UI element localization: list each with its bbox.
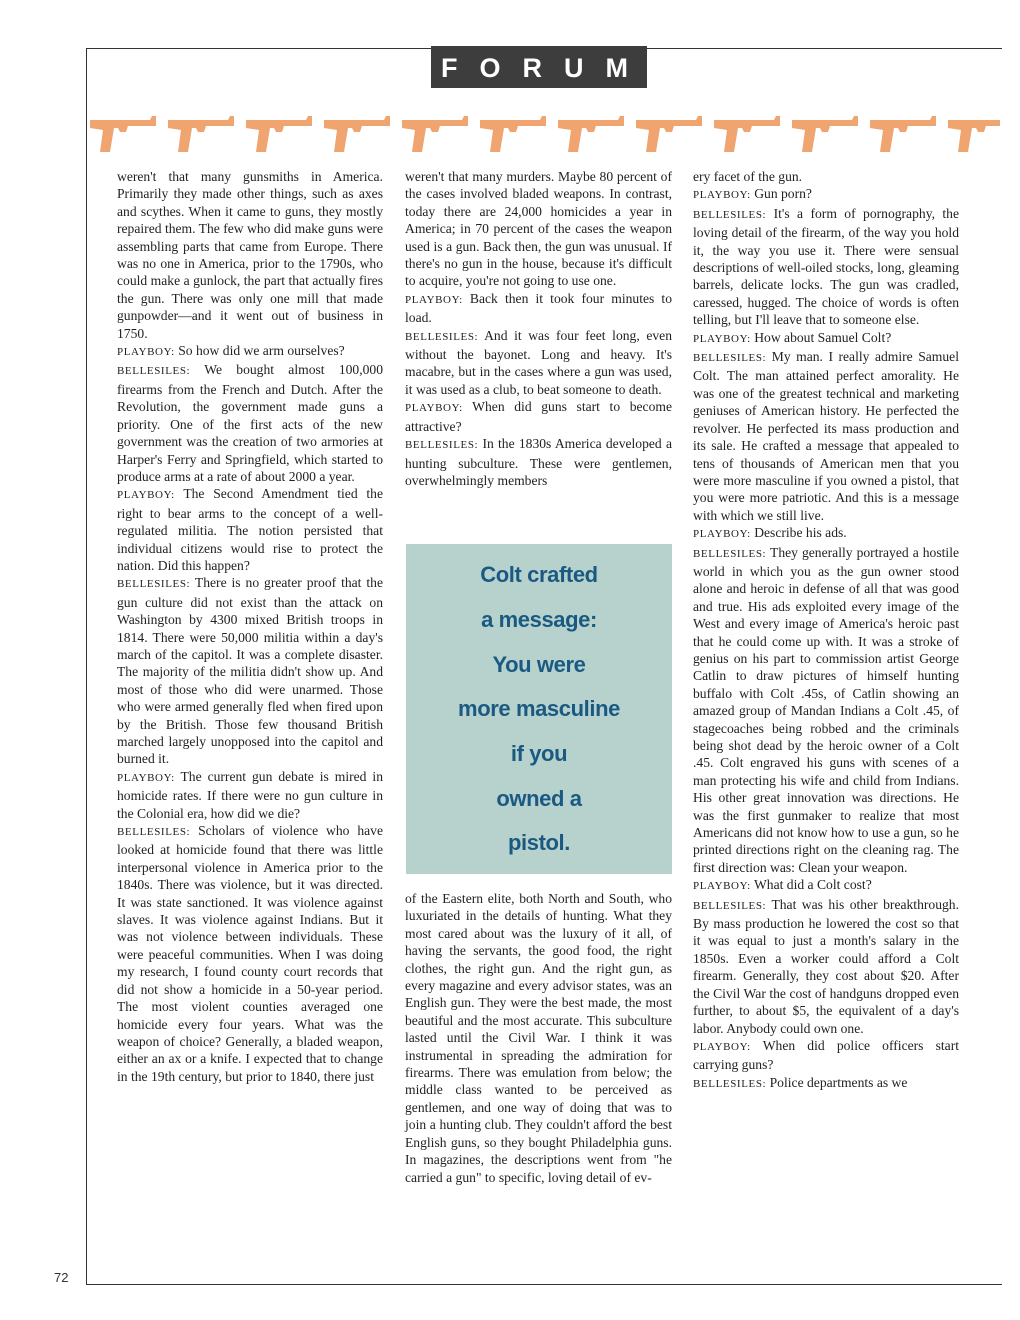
speaker-label: BELLESILES: <box>405 439 479 452</box>
speaker-label: PLAYBOY: <box>693 332 751 345</box>
pull-quote-line: owned a <box>496 786 582 811</box>
article-paragraph <box>117 342 383 361</box>
paragraph-text: The Second Amendment tied the right to bear arms to the concept of a well-regulated militia. The notion persisted that individual citizens would rise to protect the nation. Did this happen? <box>117 486 384 573</box>
pistol-icon <box>558 116 624 152</box>
speaker-label: BELLESILES: <box>693 899 767 912</box>
article-paragraph <box>693 185 959 204</box>
paragraph-text: How about Samuel Colt? <box>754 329 892 345</box>
speaker-label: PLAYBOY: <box>693 1040 751 1053</box>
speaker-label: BELLESILES: <box>693 547 767 560</box>
paragraph-text: So how did we arm ourselves? <box>178 343 345 359</box>
pistol-icon <box>870 116 936 152</box>
article-paragraph <box>693 329 959 348</box>
pull-quote-line: You were <box>492 652 586 677</box>
article-paragraph <box>117 361 383 485</box>
article-paragraph <box>693 1074 959 1093</box>
speaker-label: PLAYBOY: <box>405 402 463 415</box>
speaker-label: BELLESILES: <box>117 578 191 591</box>
gun-pattern-band <box>88 112 1000 158</box>
article-column-2-bottom <box>405 890 672 1186</box>
paragraph-text: weren't that many murders. Maybe 80 percent of the cases involved bladed weapons. In contrast, today there are 24,000 homicides a year in America; in 70 percent of the cases the weapon used is a gun. Back then, the gun was unusual. If there's no gun in the house, because it's difficult to acquire, you're not going to use one. <box>405 169 672 289</box>
paragraph-text: Back then it took four minutes to load. <box>405 290 672 326</box>
speaker-label: BELLESILES: <box>117 365 191 378</box>
article-paragraph <box>117 168 383 342</box>
article-paragraph <box>117 574 383 767</box>
article-paragraph <box>405 398 672 435</box>
speaker-label: BELLESILES: <box>693 352 767 365</box>
paragraph-text: ery facet of the gun. <box>693 169 803 184</box>
paragraph-text: My man. I really admire Samuel Colt. The man attained perfect amorality. He was one of the greatest technical and marketing geniuses of American history. He perfected the revolver. He perfected its mass production and its sale. He crafted a message that appealed to tens of thousands of American men that you were more masculine if you owned a pistol, that you were more patriotic. And this is a message with which we still live. <box>693 349 959 523</box>
article-paragraph <box>693 524 959 543</box>
section-header-forum: FORUM <box>431 46 647 88</box>
speaker-label: BELLESILES: <box>693 208 767 221</box>
article-column-2-top <box>405 168 672 489</box>
speaker-label: BELLESILES: <box>693 1077 767 1090</box>
article-paragraph <box>405 435 672 489</box>
pistol-icon <box>246 116 312 152</box>
speaker-label: PLAYBOY: <box>117 346 175 359</box>
paragraph-text: What did a Colt cost? <box>753 877 872 893</box>
paragraph-text: The current gun debate is mired in homicide rates. If there were no gun culture in the Colonial era, how did we die? <box>117 768 383 821</box>
speaker-label: PLAYBOY: <box>693 880 751 893</box>
page-frame-bottom-rule <box>86 1284 1002 1285</box>
article-paragraph <box>693 1037 959 1074</box>
pistol-icon <box>90 116 156 152</box>
pull-quote-line: more masculine <box>458 696 620 721</box>
pistol-icon <box>402 116 468 152</box>
article-paragraph <box>117 822 383 1085</box>
article-paragraph <box>405 890 672 1186</box>
pistol-icon <box>792 116 858 152</box>
paragraph-text: When did guns start to become attractive? <box>405 399 672 434</box>
article-paragraph <box>693 168 959 185</box>
pull-quote-line: if you <box>510 741 568 766</box>
paragraph-text: And it was four feet long, even without the bayonet. Long and heavy. It's macabre, but in the cases where a gun was used, it was used as a club, to beat someone to death. <box>405 327 672 397</box>
pistol-icon <box>948 116 1000 152</box>
paragraph-text: Gun porn? <box>754 186 812 202</box>
article-paragraph <box>693 896 959 1037</box>
article-paragraph <box>117 768 383 822</box>
pull-quote-line: Colt crafted <box>480 562 598 587</box>
article-paragraph <box>117 485 383 574</box>
paragraph-text: That was his other breakthrough. By mass production he lowered the cost so that it was equal to just a month's salary in the 1850s. Even a worker could afford a Colt firearm. Generally, they cost about $20. After the Civil War the cost of handguns dropped even further, to about $5, the equivalent of a day's labor. Anybody could own one. <box>693 896 959 1036</box>
article-paragraph <box>405 168 672 290</box>
article-column-3 <box>693 168 959 1093</box>
article-paragraph <box>693 348 959 524</box>
paragraph-text: There is no greater proof that the gun culture did not exist than the attack on Washington by 4300 mixed British troops in 1814. There were 50,000 militia within a day's march of the capitol. It was a complete disaster. The majority of the militia didn't show up. And most of those who did were unarmed. Those who were armed generally fled when fired upon by the British. Those few thousand British marched largely unopposed into the capitol and burned it. <box>117 575 383 767</box>
article-paragraph <box>693 205 959 329</box>
speaker-label: PLAYBOY: <box>693 528 751 541</box>
article-paragraph <box>405 327 672 399</box>
page-number: 72 <box>54 1270 69 1285</box>
speaker-label: BELLESILES: <box>405 330 479 343</box>
speaker-label: PLAYBOY: <box>117 771 175 784</box>
article-paragraph <box>405 290 672 327</box>
pistol-icon <box>324 116 390 152</box>
pull-quote-line: a message: <box>481 607 597 632</box>
page-frame-left-rule <box>86 48 87 1284</box>
pistol-icon <box>714 116 780 152</box>
paragraph-text: We bought almost 100,000 firearms from the French and Dutch. After the Revolution, the government made guns a priority. One of the first acts of the new government was the creation of two armories at Harper's Ferry and Springfield, which started to produce arms at a rate of about 2000 a year. <box>117 362 383 484</box>
article-paragraph <box>693 544 959 877</box>
paragraph-text: Scholars of violence who have looked at homicide found that there was little interpersonal violence in America prior to the 1840s. There was violence, but it was directed. It was state sanctioned. It was violence against slaves. It was violence against Indians. But it was not violence between individuals. These were peaceful communities. When I was doing my research, I found county court records that did not show a homicide in a 50-year period. The most violent counties averaged one homicide every four years. What was the weapon of choice? Generally, a bladed weapon, either an ax or a knife. I expected that to change in the 19th century, but prior to 1840, there just <box>117 823 383 1084</box>
pull-quote-line: pistol. <box>508 830 570 855</box>
pistol-icon <box>636 116 702 152</box>
speaker-label: BELLESILES: <box>117 826 191 839</box>
paragraph-text: of the Eastern elite, both North and South, who luxuriated in the details of hunting. What they most cared about was the luxury of it all, of having the servants, the good food, the right clothes, the right gun. And the right gun, as every magazine and every advisor states, was an English gun. They were the best made, the most beautiful and the most accurate. This subculture lasted until the Civil War. I think it was instrumental in spreading the admiration for firearms. There was emulation from below; the middle class wanted to be perceived as gentlemen, and one way of doing that was to join a hunting club. They couldn't afford the best English guns, so they bought Philadelphia guns. In magazines, the descriptions went from "he carried a gun" to specific, loving detail of ev- <box>405 891 672 1185</box>
pistol-icon <box>168 116 234 152</box>
pistol-icon <box>480 116 546 152</box>
article-column-1 <box>117 168 383 1085</box>
pull-quote-box <box>406 544 672 874</box>
paragraph-text: Police departments as we <box>769 1074 908 1090</box>
speaker-label: PLAYBOY: <box>405 293 463 306</box>
paragraph-text: It's a form of pornography, the loving detail of the firearm, of the way you hold it, the way you use it. There were sensual descriptions of well-oiled stocks, long, gleaming barrels, delicate locks. The gun was cradled, caressed, hugged. The choice of words is often telling, but I'll leave that to someone else. <box>693 205 960 328</box>
paragraph-text: They generally portrayed a hostile world in which you as the gun owner stood alone and heroic in defense of all that was good and true. His ads exploited every image of the West and every image of America's heroic past that he could come up with. It was a stroke of genius on his part to commission artist George Catlin to draw pictures of himself hunting buffalo with Colt .45s, of Catlin showing an amazed group of Mandan Indians a Colt .45, of stagecoaches being robbed and the criminals being shot dead by the heroic owner of a Colt .45. Colt engraved his guns with scenes of a man protecting his wife and child from Indians. His other great innovation was directions. He was the first gunmaker to realize that most Americans did not know how to use a gun, so he printed directions right on the cleaning rag. The first direction was: Clean your weapon. <box>693 544 960 875</box>
paragraph-text: When did police officers start carrying guns? <box>693 1037 959 1073</box>
speaker-label: PLAYBOY: <box>117 489 175 502</box>
paragraph-text: In the 1830s America developed a hunting subculture. These were gentlemen, overwhelmingly members <box>405 436 673 488</box>
paragraph-text: Describe his ads. <box>754 525 847 541</box>
paragraph-text: weren't that many gunsmiths in America. Primarily they made other things, such as axes and scythes. When it came to guns, they mostly repaired them. The few who did make guns were assembling parts that came from Europe. There was no one in America, prior to the 1790s, who could make a gunlock, the part that actually fires the gun. There was only one mill that made gunpowder—and it went out of business in 1750. <box>117 169 383 341</box>
speaker-label: PLAYBOY: <box>693 189 751 202</box>
article-paragraph <box>693 876 959 895</box>
